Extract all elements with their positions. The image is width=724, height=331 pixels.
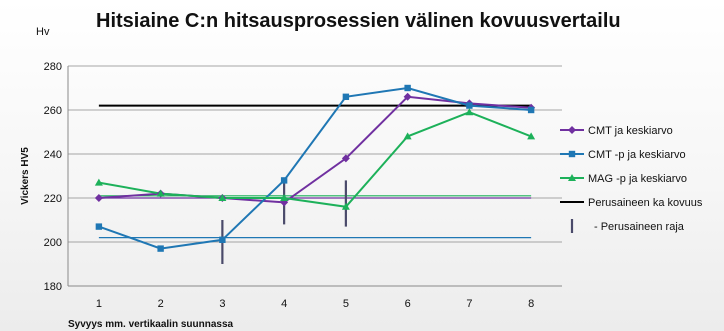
y-tick-label: 280 <box>43 61 62 73</box>
data-point <box>96 223 102 229</box>
legend-marker <box>568 126 576 134</box>
y-tick-label: 260 <box>43 105 62 117</box>
legend-label: CMT -p ja keskiarvo <box>588 149 686 161</box>
x-tick-label: 8 <box>528 298 535 310</box>
data-point <box>157 245 163 251</box>
series-line <box>99 88 531 249</box>
x-tick-label: 1 <box>95 298 102 310</box>
data-point <box>466 102 472 108</box>
series-line <box>99 112 531 207</box>
x-tick-label: 2 <box>157 298 164 310</box>
y-axis-ticks <box>44 61 62 293</box>
legend-marker <box>569 151 575 157</box>
x-tick-label: 4 <box>281 298 288 310</box>
series-lines <box>99 88 531 249</box>
x-axis-ticks <box>96 298 534 310</box>
y-tick-label: 220 <box>43 193 62 205</box>
x-tick-label: 6 <box>404 298 411 310</box>
data-point <box>465 108 473 115</box>
data-point <box>343 94 349 100</box>
x-tick-label: 5 <box>342 298 349 310</box>
y-tick-label: 180 <box>43 281 62 293</box>
x-axis-label: Syvyys mm. vertikaalin suunnassa <box>68 319 234 330</box>
y-tick-label: 200 <box>43 237 62 249</box>
legend <box>560 125 703 233</box>
legend-label: CMT ja keskiarvo <box>588 125 673 137</box>
legend-label: MAG -p ja keskiarvo <box>588 173 688 185</box>
y-axis-label: Vickers HV5 <box>20 147 31 205</box>
x-tick-label: 7 <box>466 298 473 310</box>
x-tick-label: 3 <box>219 298 226 310</box>
y-unit-label: Hv <box>36 26 50 38</box>
data-point <box>528 107 534 113</box>
legend-label: - Perusaineen raja <box>594 221 684 233</box>
y-tick-label: 240 <box>43 149 62 161</box>
data-point <box>219 237 225 243</box>
data-point <box>404 85 410 91</box>
gridlines <box>68 66 562 286</box>
chart-title: Hitsiaine C:n hitsausprosessien välinen kovuusvertailu <box>96 10 621 32</box>
data-point <box>281 177 287 183</box>
legend-label: Perusaineen ka kovuus <box>588 197 703 209</box>
